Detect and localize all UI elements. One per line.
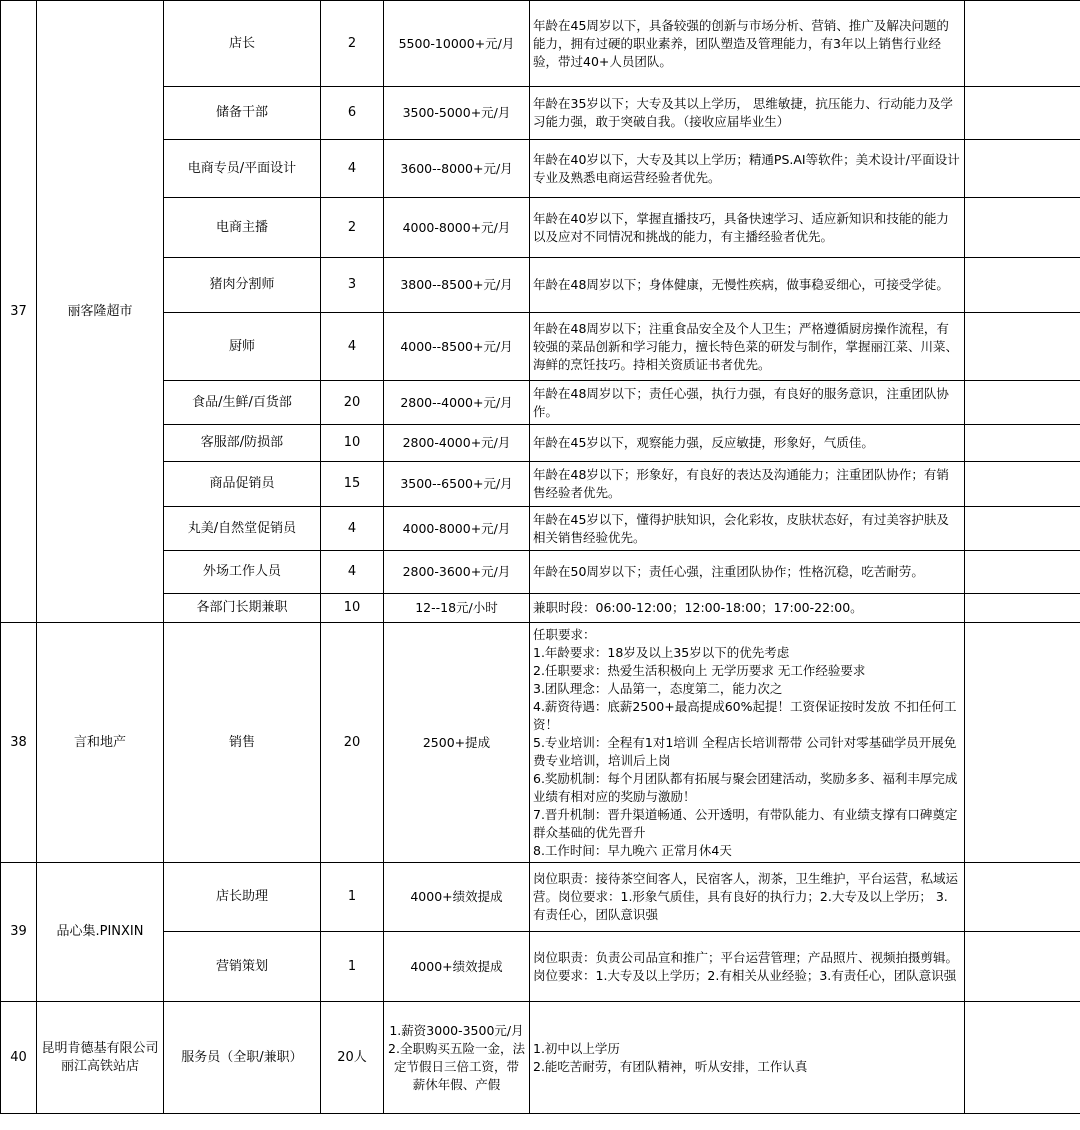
job-requirements: 年龄在48周岁以下；责任心强，执行力强，有良好的服务意识，注重团队协作。	[530, 381, 965, 425]
remarks-cell	[965, 551, 1080, 594]
company-name: 品心集.PINXIN	[37, 863, 164, 1002]
remarks-cell	[965, 140, 1080, 198]
job-requirements: 年龄在48岁以下；形象好，有良好的表达及沟通能力；注重团队协作；有销售经验者优先。	[530, 462, 965, 507]
remarks-cell	[965, 594, 1080, 623]
job-position: 电商专员/平面设计	[164, 140, 321, 198]
remarks-cell	[965, 863, 1080, 932]
job-salary: 2800-3600+元/月	[384, 551, 530, 594]
job-salary: 5500-10000+元/月	[384, 1, 530, 87]
job-salary: 4000-8000+元/月	[384, 198, 530, 258]
job-position: 电商主播	[164, 198, 321, 258]
job-salary: 2500+提成	[384, 623, 530, 863]
job-position: 服务员（全职/兼职）	[164, 1002, 321, 1114]
job-count: 15	[321, 462, 384, 507]
job-position: 外场工作人员	[164, 551, 321, 594]
job-position: 储备干部	[164, 87, 321, 140]
job-position: 猪肉分割师	[164, 258, 321, 313]
remarks-cell	[965, 462, 1080, 507]
remarks-cell	[965, 313, 1080, 381]
remarks-cell	[965, 932, 1080, 1002]
table-row	[1, 1002, 1080, 1114]
job-count: 20	[321, 381, 384, 425]
job-position: 店长	[164, 1, 321, 87]
job-requirements: 年龄在35岁以下；大专及其以上学历， 思维敏捷，抗压能力、行动能力及学习能力强，敢于突破自我。（接收应届毕业生）	[530, 87, 965, 140]
job-salary: 2800--4000+元/月	[384, 381, 530, 425]
job-requirements: 年龄在48周岁以下；注重食品安全及个人卫生；严格遵循厨房操作流程，有较强的菜品创新和学习能力，擅长特色菜的研发与制作，掌握丽江菜、川菜、海鲜的烹饪技巧。持相关资质证书者优先。	[530, 313, 965, 381]
job-position: 各部门长期兼职	[164, 594, 321, 623]
job-requirements: 年龄在45岁以下，观察能力强，反应敏捷，形象好，气质佳。	[530, 425, 965, 462]
job-position: 客服部/防损部	[164, 425, 321, 462]
job-requirements: 年龄在45岁以下，懂得护肤知识，会化彩妆，皮肤状态好，有过美容护肤及相关销售经验优先。	[530, 507, 965, 551]
remarks-cell	[965, 1, 1080, 87]
job-count: 1	[321, 863, 384, 932]
job-count: 2	[321, 198, 384, 258]
job-count: 6	[321, 87, 384, 140]
company-number: 38	[1, 623, 37, 863]
remarks-cell	[965, 425, 1080, 462]
company-number: 37	[1, 1, 37, 623]
job-salary: 4000+绩效提成	[384, 932, 530, 1002]
job-count: 4	[321, 313, 384, 381]
job-count: 3	[321, 258, 384, 313]
job-salary: 4000+绩效提成	[384, 863, 530, 932]
job-salary: 4000-8000+元/月	[384, 507, 530, 551]
job-salary: 3600--8000+元/月	[384, 140, 530, 198]
job-count: 10	[321, 594, 384, 623]
job-position: 丸美/自然堂促销员	[164, 507, 321, 551]
job-salary: 4000--8500+元/月	[384, 313, 530, 381]
table-row	[1, 863, 1080, 932]
job-count: 10	[321, 425, 384, 462]
job-count: 20	[321, 623, 384, 863]
remarks-cell	[965, 1002, 1080, 1114]
company-number: 40	[1, 1002, 37, 1114]
job-position: 店长助理	[164, 863, 321, 932]
job-count: 1	[321, 932, 384, 1002]
job-position: 销售	[164, 623, 321, 863]
job-salary: 3800--8500+元/月	[384, 258, 530, 313]
job-position: 食品/生鲜/百货部	[164, 381, 321, 425]
remarks-cell	[965, 258, 1080, 313]
job-requirements: 年龄在45周岁以下，具备较强的创新与市场分析、营销、推广及解决问题的能力，拥有过硬的职业素养，团队塑造及管理能力，有3年以上销售行业经验，带过40+人员团队。	[530, 1, 965, 87]
job-count: 4	[321, 140, 384, 198]
job-requirements: 任职要求： 1.年龄要求：18岁及以上35岁以下的优先考虑 2.任职要求：热爱生活积极向上 无学历要求 无工作经验要求 3.团队理念：人品第一，态度第二，能力次之 4.薪资待遇：底薪2500+最高提成60%起提！工资保证按时发放 不扣任何工资！ 5.专业培训：全程有1对1培训 全程店长培训帮带 公司针对零基础学员开展免费专业培训，培训后上岗 6.奖励机制：每个月团队都有拓展与聚会团建活动，奖励多多、福利丰厚完成业绩有相对应的奖励与激励！ 7.晋升机制：晋升渠道畅通、公开透明，有带队能力、有业绩支撑有口碑奠定群众基础的优先晋升 8.工作时间：早九晚六 正常月休4天	[530, 623, 965, 863]
table-row	[1, 1, 1080, 87]
job-salary: 3500-5000+元/月	[384, 87, 530, 140]
company-name: 昆明肯德基有限公司丽江高铁站店	[37, 1002, 164, 1114]
job-requirements: 年龄在50周岁以下；责任心强，注重团队协作；性格沉稳，吃苦耐劳。	[530, 551, 965, 594]
company-name: 言和地产	[37, 623, 164, 863]
company-name: 丽客隆超市	[37, 1, 164, 623]
table-row	[1, 623, 1080, 863]
job-salary: 12--18元/小时	[384, 594, 530, 623]
job-position: 营销策划	[164, 932, 321, 1002]
job-count: 4	[321, 507, 384, 551]
job-requirements: 岗位职责：接待茶空间客人，民宿客人，沏茶，卫生维护，平台运营，私域运营。岗位要求：1.形象气质佳，具有良好的执行力；2.大专及以上学历； 3. 有责任心，团队意识强	[530, 863, 965, 932]
job-count: 2	[321, 1, 384, 87]
remarks-cell	[965, 87, 1080, 140]
job-position: 商品促销员	[164, 462, 321, 507]
job-salary: 3500--6500+元/月	[384, 462, 530, 507]
job-requirements: 年龄在40岁以下，大专及其以上学历；精通PS.AI等软件；美术设计/平面设计专业及熟悉电商运营经验者优先。	[530, 140, 965, 198]
job-requirements: 1.初中以上学历 2.能吃苦耐劳，有团队精神，听从安排，工作认真	[530, 1002, 965, 1114]
remarks-cell	[965, 381, 1080, 425]
job-position: 厨师	[164, 313, 321, 381]
remarks-cell	[965, 198, 1080, 258]
company-number: 39	[1, 863, 37, 1002]
remarks-cell	[965, 507, 1080, 551]
job-requirements: 兼职时段：06:00-12:00；12:00-18:00；17:00-22:00。	[530, 594, 965, 623]
job-count: 20人	[321, 1002, 384, 1114]
job-count: 4	[321, 551, 384, 594]
job-requirements: 年龄在48周岁以下；身体健康，无慢性疾病，做事稳妥细心，可接受学徒。	[530, 258, 965, 313]
job-requirements: 年龄在40岁以下，掌握直播技巧，具备快速学习、适应新知识和技能的能力以及应对不同情况和挑战的能力，有主播经验者优先。	[530, 198, 965, 258]
job-salary: 1.薪资3000-3500元/月 2.全职购买五险一金，法定节假日三倍工资，带薪休年假、产假	[384, 1002, 530, 1114]
remarks-cell	[965, 623, 1080, 863]
job-salary: 2800-4000+元/月	[384, 425, 530, 462]
job-requirements: 岗位职责：负责公司品宣和推广；平台运营管理；产品照片、视频拍摄剪辑。岗位要求：1.大专及以上学历；2.有相关从业经验；3.有责任心，团队意识强	[530, 932, 965, 1002]
